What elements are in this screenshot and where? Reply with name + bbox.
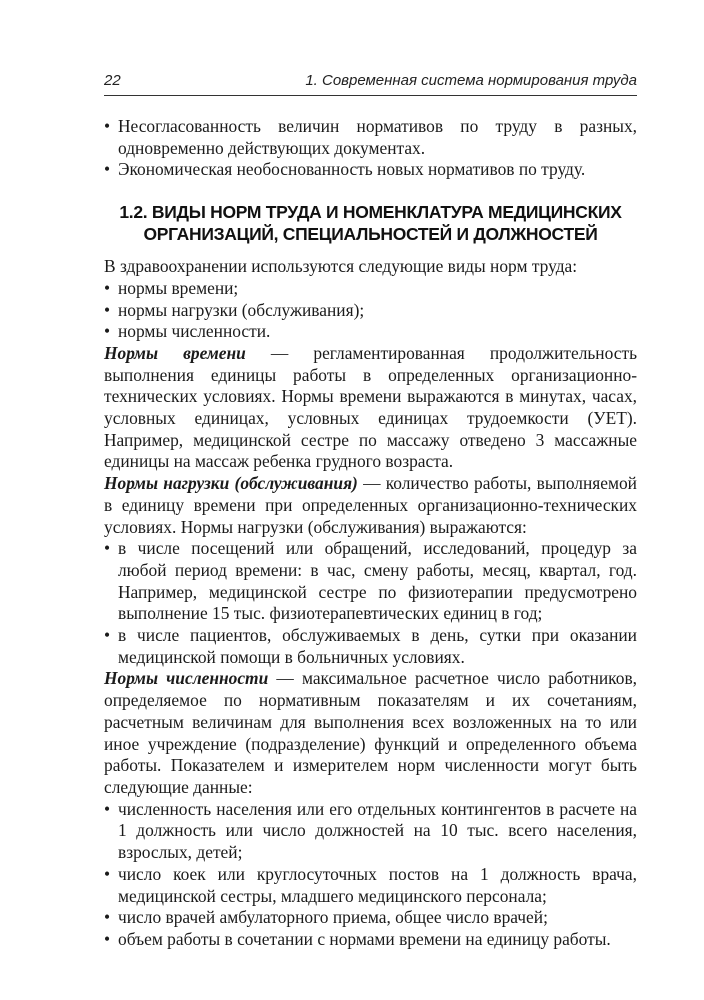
bullet-icon: • bbox=[104, 928, 111, 949]
section-heading: 1.2. ВИДЫ НОРМ ТРУДА И НОМЕНКЛАТУРА МЕДИЦИНСКИХ ОРГАНИЗАЦИЙ, СПЕЦИАЛЬНОСТЕЙ И ДОЛЖНОСТЕЙ bbox=[119, 202, 622, 245]
bullet-icon: • bbox=[104, 538, 111, 559]
time-norms-paragraph: Нормы времени — регламентированная продолжительность выполнения единицы работы в определенных организационно-технических условиях. Нормы времени выражаются в минутах, часах, условных единицах, условных единицах трудоемкости (УЕТ). Например, медицинской сестре по массажу отведено 3 массажные единицы на массаж ребенка грудного возраста. bbox=[104, 342, 637, 472]
list-item: • численность населения или его отдельных контингентов в расчете на 1 должность или число должностей на 10 тыс. всего населения, взрослых, детей; bbox=[104, 798, 637, 863]
header-rule bbox=[104, 95, 637, 96]
chapter-title: 1. Современная система нормирования труда bbox=[305, 72, 637, 89]
list-item: • Экономическая необоснованность новых нормативов по труду. bbox=[104, 159, 586, 180]
list-item: • объем работы в сочетании с нормами времени на единицу работы. bbox=[104, 928, 611, 949]
bullet-icon: • bbox=[104, 321, 111, 342]
staff-norms-list bbox=[104, 799, 637, 951]
list-item: • число врачей амбулаторного приема, общее число врачей; bbox=[104, 907, 548, 928]
term-staff-norms: Нормы численности bbox=[104, 668, 269, 689]
bullet-icon: • bbox=[104, 159, 111, 180]
load-norms-list bbox=[104, 538, 637, 668]
term-time-norms: Нормы времени bbox=[104, 342, 246, 363]
staff-norms-paragraph: Нормы численности — максимальное расчетное число работников, определяемое по нормативным показателям и их сочетаниям, расчетным величинам для выполнения всех возложенных на то или иное учреждение (подразделение) функций и определенного объема работы. Показателем и измерителем норм численности могут быть следующие данные: bbox=[104, 668, 638, 797]
list-item: • нормы времени; bbox=[104, 277, 239, 298]
list-item: • в числе пациентов, обслуживаемых в день, сутки при оказании медицинской помощи в больничных условиях. bbox=[104, 625, 637, 667]
bullet-icon: • bbox=[104, 907, 111, 928]
norm-types-list bbox=[104, 278, 637, 343]
bullet-icon: • bbox=[104, 116, 111, 136]
bullet-icon: • bbox=[104, 625, 111, 646]
bullet-icon: • bbox=[104, 299, 111, 320]
list-item: • в числе посещений или обращений, исследований, процедур за любой период времени: в час, смену работы, месяц, квартал, год. Например, медицинской сестре по физиотерапии предусмотрено выполнение 15 тыс. физиотерапевтических единиц в год; bbox=[104, 538, 637, 624]
list-item: • Несогласованность величин нормативов по труду в разных, одновременно действующих документах. bbox=[104, 116, 637, 158]
list-item: • число коек или круглосуточных постов на 1 должность врача, медицинской сестры, младшего медицинского персонала; bbox=[104, 863, 637, 906]
list-item: • нормы численности. bbox=[104, 321, 271, 342]
bullet-icon: • bbox=[104, 863, 111, 884]
intro-paragraph: В здравоохранении используются следующие виды норм труда: bbox=[104, 256, 578, 277]
bullet-icon: • bbox=[104, 277, 111, 298]
bullet-icon: • bbox=[104, 798, 111, 819]
term-load-norms: Нормы нагрузки (обслуживания) bbox=[104, 473, 358, 494]
top-bullet-list bbox=[104, 116, 637, 181]
list-item: • нормы нагрузки (обслуживания); bbox=[104, 299, 365, 320]
running-head bbox=[104, 72, 637, 92]
page-number: 22 bbox=[104, 72, 121, 89]
body-text bbox=[104, 116, 637, 951]
load-norms-paragraph: Нормы нагрузки (обслуживания) — количество работы, выполняемой в единицу времени при определенных организационно-технических условиях. Нормы нагрузки (обслуживания) выражаются: bbox=[104, 473, 637, 537]
